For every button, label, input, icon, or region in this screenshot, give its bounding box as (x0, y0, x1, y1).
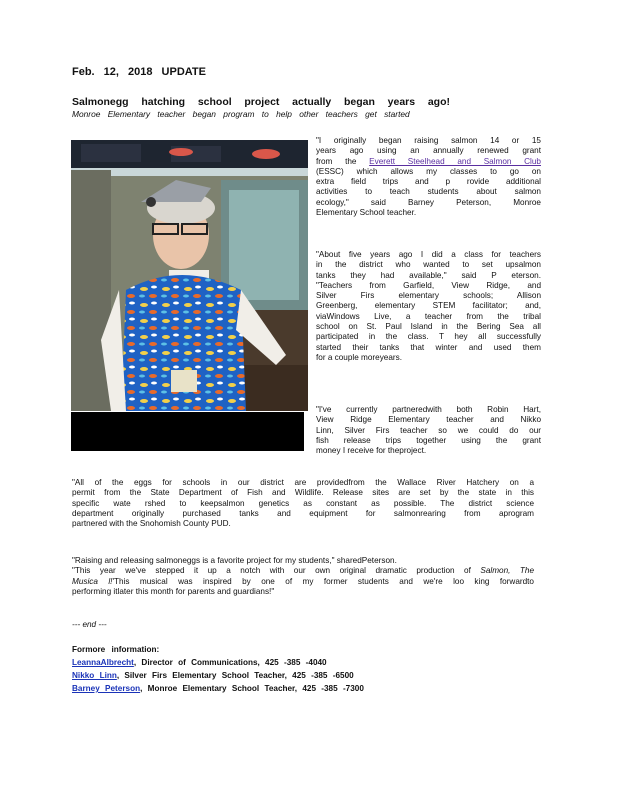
text-line: Elementary School teacher. (316, 208, 417, 218)
document-date: Feb. 12, 2018 UPDATE (72, 66, 206, 78)
text-line: money I receive for theproject. (316, 446, 427, 456)
text-line: fish release trips together using the grant (316, 435, 541, 445)
text-line: years ago using an annually renewed grant (316, 146, 541, 156)
quote-paragraph-1 (316, 136, 541, 218)
text-line: participated in the class. T hey all successfully (316, 332, 541, 342)
contact-details: , Director of Communications, 425 -385 -4040 (133, 658, 327, 667)
text-line: "This year we've stepped it up a notch with our own original dramatic production of (72, 566, 481, 576)
text-line: permit from the State Department of Fish and Wildlife. Release sites are set by the state in this (72, 488, 534, 498)
contact-peterson-link[interactable]: Barney Peterson (72, 684, 141, 693)
more-info-heading: Formore information: (72, 645, 160, 654)
text-line: viaWindows Live, a teacher from the tribal (316, 311, 541, 321)
musical-title: Musica l! (72, 576, 113, 586)
text-line: Greenberg, elementary STEM facilitator; and, (316, 301, 541, 311)
text-line (72, 566, 534, 576)
text-line: "I originally began raising salmon 14 or 15 (316, 136, 541, 145)
text-line (316, 157, 541, 167)
contact-line (72, 684, 364, 693)
essc-link[interactable]: Everett Steelhead and Salmon Club (369, 156, 541, 166)
text-line: partnered with the Snohomish County PUD. (72, 519, 231, 529)
text-line: activities to teach students about salmon (316, 187, 541, 197)
text-line: View Ridge Elementary teacher and Nikko (316, 415, 541, 425)
text-line: "Teachers from Garfield, View Ridge, and (316, 280, 541, 290)
text-line: Linn, Silver Firs teacher so we could do our (316, 425, 541, 435)
contact-line (72, 658, 327, 667)
contact-albrecht-link[interactable]: LeannaAlbrecht (72, 658, 134, 667)
contact-linn-link[interactable]: Nikko Linn (72, 671, 117, 680)
text-line: 'This musical was inspired by one of my former students and we're loo king forwardto (112, 576, 534, 586)
end-marker: --- end --- (72, 620, 107, 629)
text-line: (ESSC) which allows my classes to go on (316, 166, 541, 176)
text-line: "I've currently partneredwith both Robin Hart, (316, 405, 541, 414)
teacher-photo (71, 140, 308, 411)
text-line: department originally purchased tanks and equipment for salmonrearing from aprogram (72, 508, 534, 518)
text-line (72, 577, 534, 587)
text-line: Silver Firs elementary schools; Allison (316, 291, 541, 301)
quote-paragraph-2 (316, 250, 541, 363)
headline: Salmonegg hatching school project actually began years ago! (72, 96, 450, 108)
text-line: ecology," said Barney Peterson, Monroe (316, 197, 541, 207)
text-line: from the (316, 156, 370, 166)
contact-line (72, 671, 354, 680)
text-line: school on St. Paul Island in the Bering Sea all (316, 322, 541, 332)
contact-details: , Monroe Elementary School Teacher, 425 -385 -7300 (140, 684, 364, 693)
text-line: in the district who wanted to set upsalmon (316, 260, 541, 270)
text-line: "All of the eggs for schools in our district are providedfrom the Wallace River Hatchery on a (72, 478, 534, 487)
text-line: "Raising and releasing salmoneggs is a favorite project for my students," sharedPeterson. (72, 556, 397, 565)
text-line: extra field trips and p rovide additional (316, 177, 541, 187)
quote-paragraph-3 (316, 405, 541, 456)
text-line: started their tanks that winter and used them (316, 342, 541, 352)
eggs-paragraph (72, 478, 534, 529)
caption-redaction-bar (71, 412, 304, 451)
musical-paragraph (72, 556, 534, 597)
text-line: tanks they had available," said P eterson. (316, 270, 541, 280)
subheadline: Monroe Elementary teacher began program to help other teachers get started (72, 109, 410, 119)
text-line: specific wate rshed to keepsalmon genetics as constant as possible. The district science (72, 498, 534, 508)
musical-title: Salmon, The (480, 566, 534, 576)
contact-details: , Silver Firs Elementary School Teacher, 425 -385 -6500 (116, 671, 354, 680)
text-line: performing itlater this month for parents and guardians!" (72, 586, 275, 596)
text-line: "About five years ago I did a class for teachers (316, 250, 541, 259)
text-line: for a couple moreyears. (316, 352, 403, 362)
